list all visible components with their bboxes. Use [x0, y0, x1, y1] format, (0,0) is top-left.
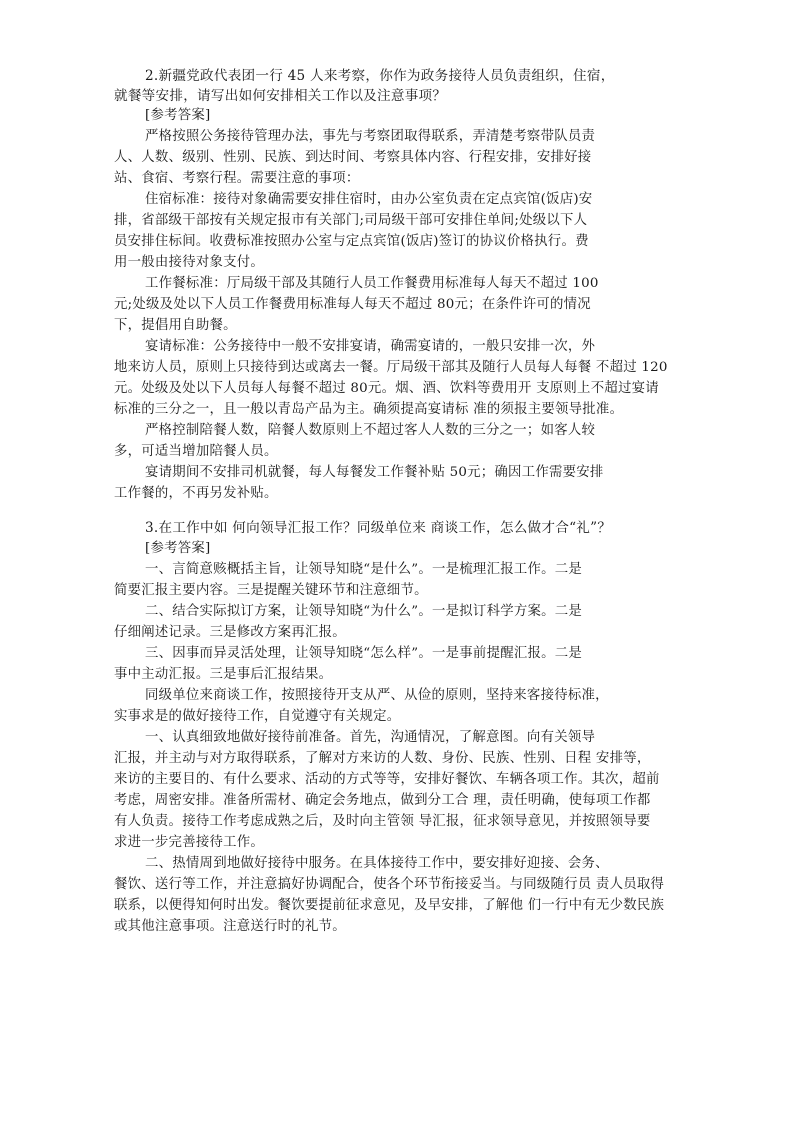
question-2-line-2: 就餐等安排，请写出如何安排相关工作以及注意事项？: [114, 88, 447, 104]
q2-body-line: 严格控制陪餐人数，陪餐人数原则上不超过客人人数的三分之一；如客人较: [145, 423, 596, 438]
q2-body-line: 宴请标准：公务接待中一般不安排宴请，确需宴请的，一般只安排一次，外: [145, 339, 596, 354]
q3-body-line: 联系，以便得知何时出发。餐饮要提前征求意见，及早安排，了解他 们一行中有无少数民族: [114, 898, 665, 913]
q2-body-line: 严格按照公务接待管理办法，事先与考察团取得联系，弄清楚考察带队员责: [145, 129, 596, 144]
q3-body-line: 仔细阐述记录。三是修改方案再汇报。: [114, 625, 346, 640]
q3-body-line: 考虑，周密安排。准备所需材、确定会务地点，做到分工合 理，责任明确，使每项工作都: [114, 793, 651, 808]
answer-label-3: [参考答案]: [145, 541, 211, 556]
q2-body-line: 排，省部级干部按有关规定报市有关部门;司局级干部可安排住单间;处级以下人: [114, 213, 588, 228]
q3-body-line: 二、热情周到地做好接待中服务。在具体接待工作中，要安排好迎接、会务、: [145, 856, 609, 871]
q2-body-line: 下，提倡用自助餐。: [114, 318, 237, 333]
q2-body-line: 站、食宿、考察行程。需要注意的事项：: [114, 171, 360, 186]
q2-body-line: 宴请期间不安排司机就餐，每人每餐发工作餐补贴 50元；确因工作需要安排: [145, 465, 604, 480]
question-3: 3.在工作中如 何向领导汇报工作？同级单位来 商谈工作，怎么做才合“礼”？: [145, 520, 612, 536]
q3-body-line: 餐饮、送行等工作，并注意搞好协调配合，使各个环节衔接妥当。与同级随行员 责人员取得: [114, 877, 665, 892]
q3-body-line: 或其他注意事项。注意送行时的礼节。: [114, 919, 346, 934]
q2-body-line: 工作餐标准：厅局级干部及其随行人员工作餐费用标准每人每天不超过 100: [145, 276, 599, 291]
answer-label-2: [参考答案]: [145, 108, 211, 123]
q2-body-line: 员安排住标间。收费标准按照办公室与定点宾馆(饭店)签订的协议价格执行。费: [114, 234, 589, 249]
q2-body-line: 多，可适当增加陪餐人员。: [114, 444, 278, 459]
q3-body-line: 一、认真细致地做好接待前准备。首先，沟通情况，了解意图。向有关领导: [145, 730, 596, 745]
q3-body-line: 简要汇报主要内容。三是提醒关键环节和注意细节。: [114, 583, 428, 598]
q2-body-line: 标准的三分之一，且一般以青岛产品为主。确须提高宴请标 准的须报主要领导批准。: [114, 402, 624, 417]
q2-body-line: 地来访人员，原则上只接待到达或离去一餐。厅局级干部其及随行人员每人每餐 不超过 120: [114, 360, 668, 375]
q3-body-line: 实事求是的做好接待工作，自觉遵守有关规定。: [114, 709, 401, 724]
q3-body-line: 三、因事而异灵活处理，让领导知晓“怎么样”。一是事前提醒汇报。二是: [145, 646, 583, 661]
q2-body-line: 工作餐的，不再另发补贴。: [114, 486, 278, 501]
q2-body-line: 用一般由接待对象支付。: [114, 255, 265, 270]
q3-body-line: 来访的主要目的、有什么要求、活动的方式等等，安排好餐饮、车辆各项工作。其次，超前: [114, 772, 660, 787]
q3-body-line: 二、结合实际拟订方案，让领导知晓“为什么”。一是拟订科学方案。二是: [145, 604, 583, 619]
q3-body-line: 一、言简意赅概括主旨，让领导知晓“是什么”。一是梳理汇报工作。二是: [145, 562, 583, 577]
q2-body-line: 元;处级及处以下人员工作餐费用标准每人每天不超过 80元；在条件许可的情况: [114, 297, 591, 312]
q3-body-line: 求进一步完善接待工作。: [114, 835, 265, 850]
q3-body-line: 汇报，并主动与对方取得联系，了解对方来访的人数、身份、民族、性别、日程 安排等，: [114, 751, 651, 766]
q3-body-line: 事中主动汇报。三是事后汇报结果。: [114, 667, 333, 682]
q3-body-line: 同级单位来商谈工作，按照接待开支从严、从俭的原则，坚持来客接待标准，: [145, 688, 609, 703]
q2-body-line: 元。处级及处以下人员每人每餐不超过 80元。烟、酒、饮料等费用开 支原则上不超过宴请: [114, 381, 659, 396]
q3-body-line: 有人负责。接待工作考虑成熟之后，及时向主管领 导汇报，征求领导意见，并按照领导要: [114, 814, 651, 829]
question-2-line-1: 2.新疆党政代表团一行 45 人来考察，你作为政务接待人员负责组织，住宿，: [145, 68, 615, 84]
q2-body-line: 人、人数、级别、性别、民族、到达时间、考察具体内容、行程安排，安排好接: [114, 150, 592, 165]
q2-body-line: 住宿标准：接待对象确需要安排住宿时，由办公室负责在定点宾馆(饭店)安: [145, 192, 593, 207]
